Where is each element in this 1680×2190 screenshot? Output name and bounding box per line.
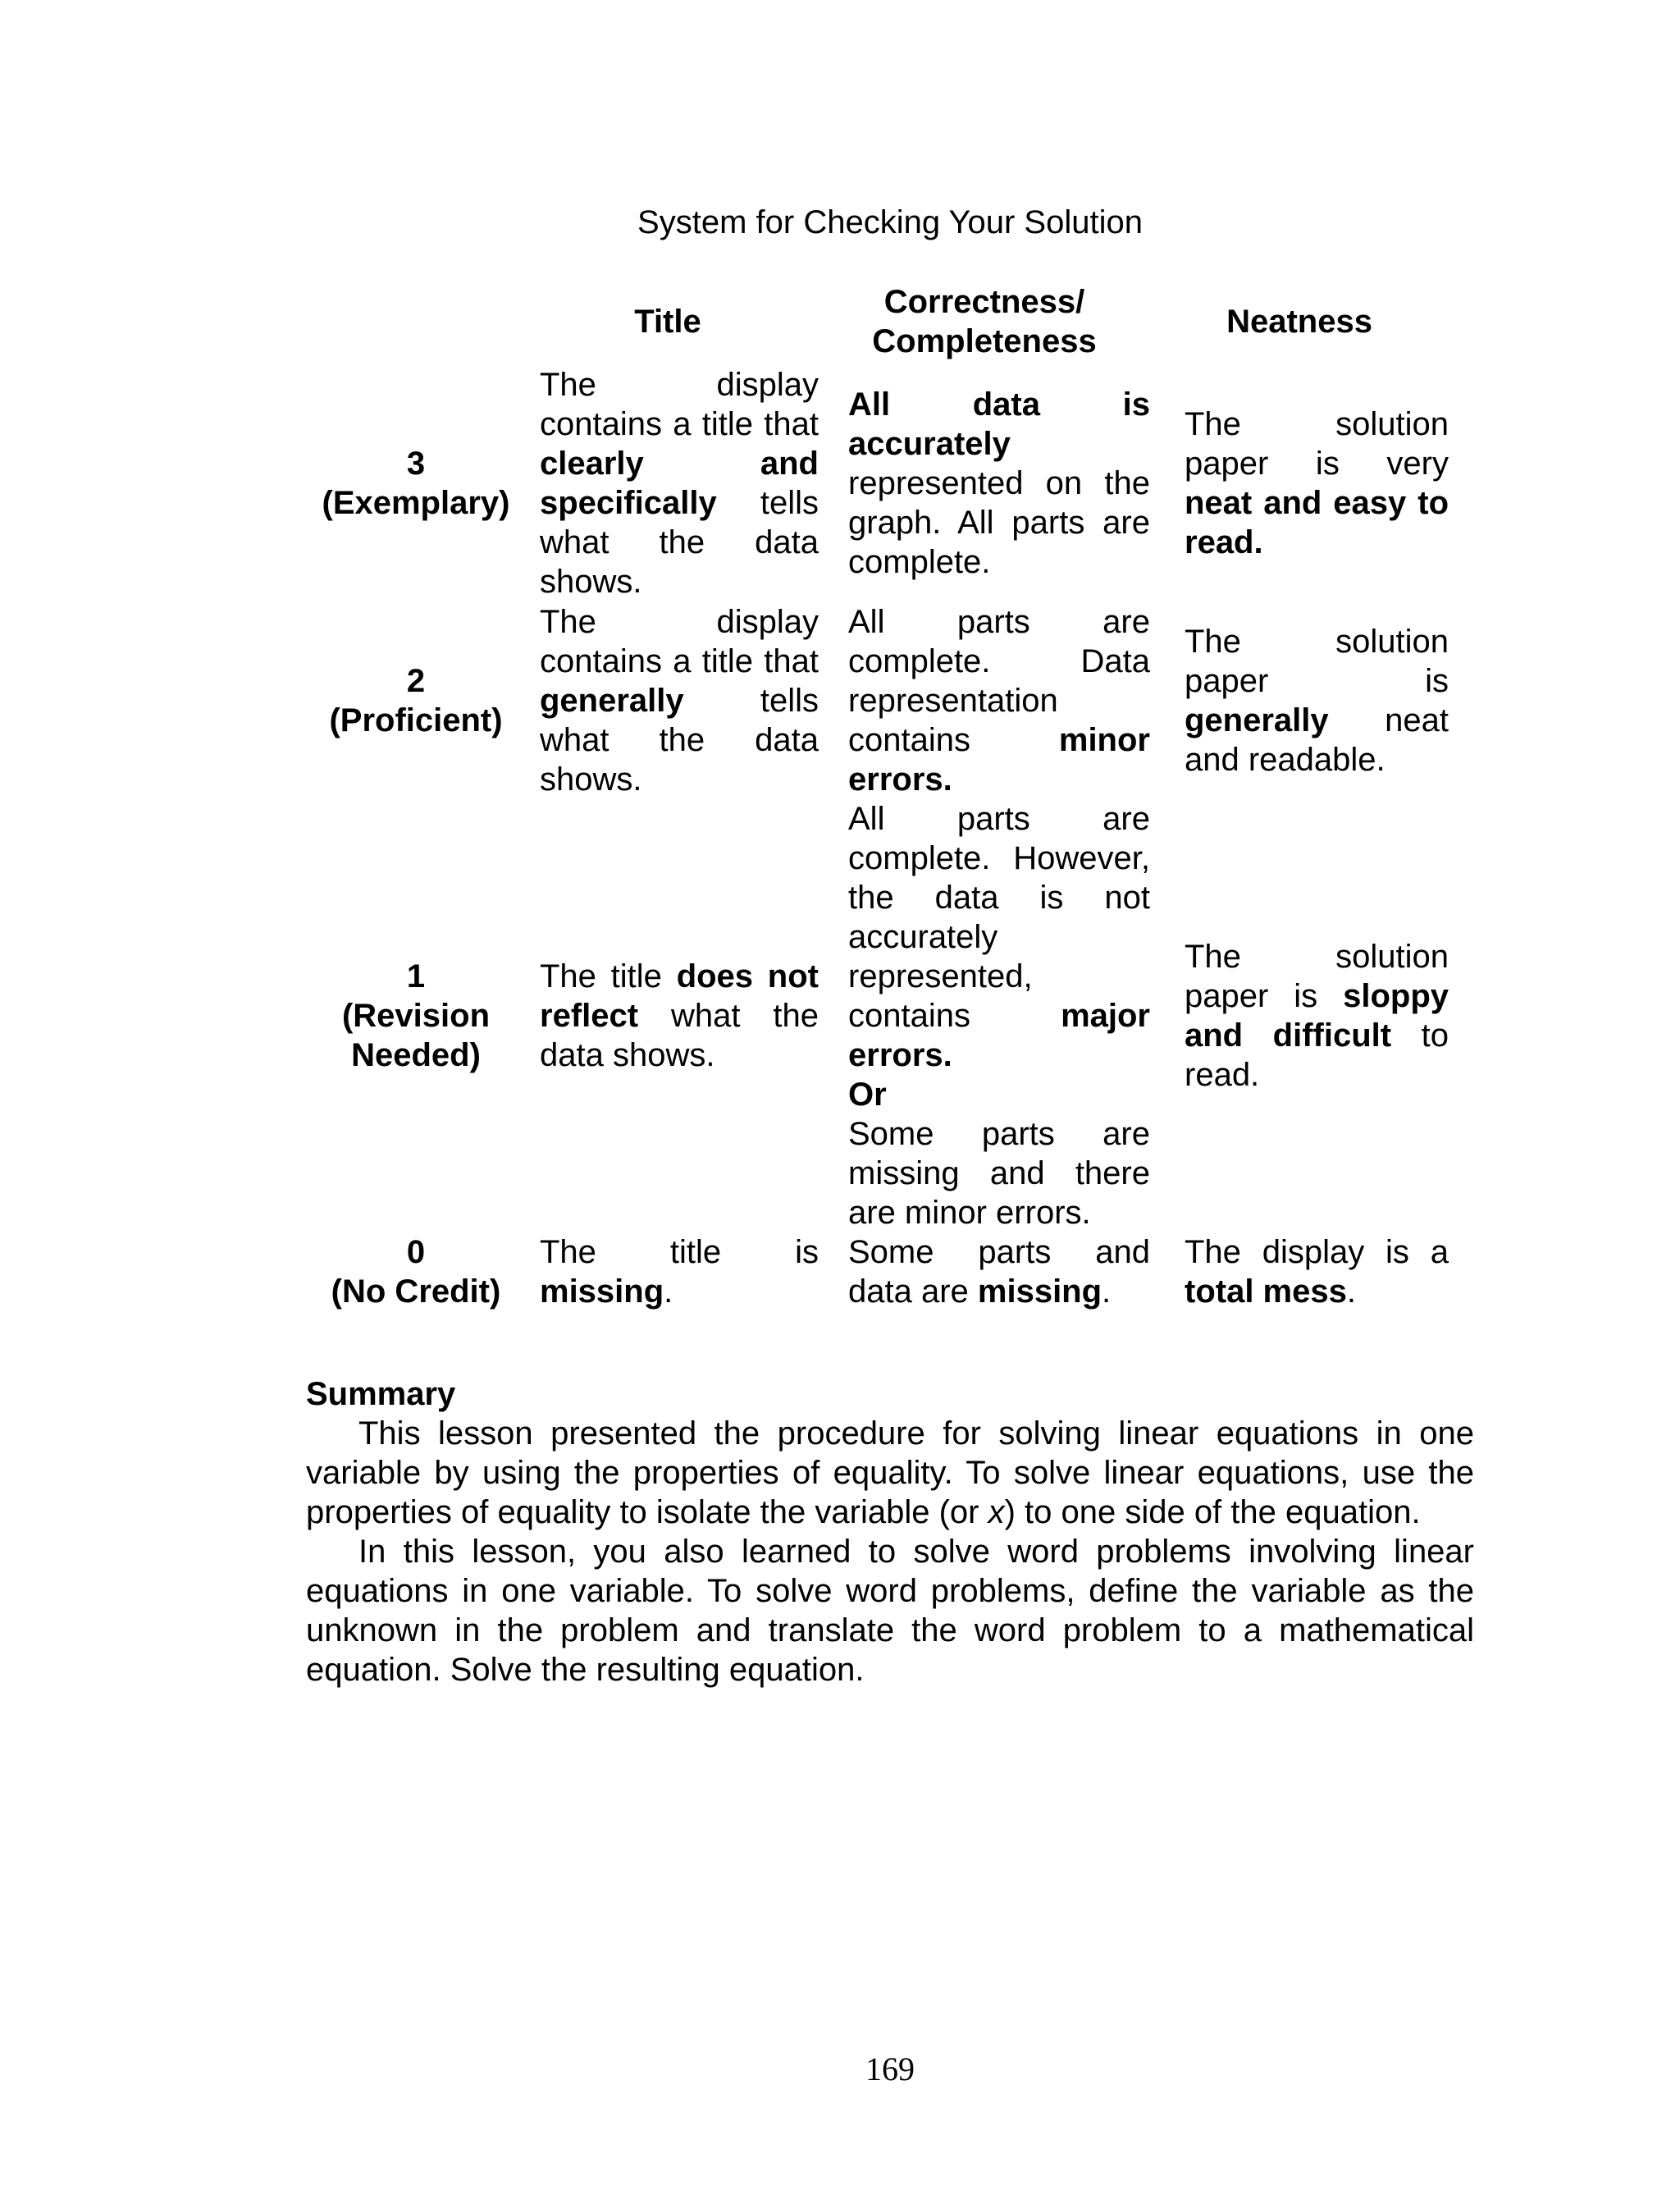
header-correctness-line1: Correctness/ (883, 284, 1085, 320)
level-score: 3 (406, 446, 426, 482)
cell-text: neat and readable. (1185, 702, 1449, 778)
summary-text: This lesson presented the procedure for solving linear equations in one variable by using the properties of equality. To solve linear equations, use the properties of equality to isolate the variable (or (306, 1415, 1474, 1530)
title-criterion-cell (517, 799, 819, 1232)
cell-bold-text: total mess (1185, 1273, 1347, 1310)
title-criterion-cell (517, 364, 819, 602)
correctness-criterion-cell (819, 799, 1150, 1232)
cell-text: Some parts are missing and there are minor errors. (848, 1116, 1150, 1231)
cell-text: . (1346, 1273, 1356, 1310)
cell-text: All parts are complete. Data representation contains (848, 604, 1150, 758)
cell-bold-text: does not reflect (540, 958, 819, 1034)
cell-bold-text: All data is accurately (848, 386, 1150, 462)
cell-text: tells what the data shows. (540, 485, 819, 600)
cell-text: The title (540, 958, 677, 994)
level-cell (315, 1232, 517, 1314)
cell-text: represented on the graph. All parts are complete. (848, 465, 1150, 580)
header-correctness-line2: Completeness (872, 323, 1097, 359)
cell-text: . (664, 1273, 673, 1310)
cell-text: The display contains a title that (540, 367, 819, 442)
cell-text: The solution paper is very (1185, 406, 1449, 482)
cell-text: to read. (1185, 1017, 1449, 1093)
rubric-heading: System for Checking Your Solution (637, 204, 1143, 240)
cell-text: The display is a (1185, 1234, 1449, 1270)
cell-text: The display contains a title that (540, 604, 819, 679)
header-neatness: Neatness (1226, 304, 1372, 340)
cell-bold-text: missing (540, 1273, 664, 1310)
level-label-line2: Needed) (351, 1037, 481, 1073)
header-level (315, 279, 517, 364)
variable-x: x (988, 1494, 1005, 1530)
level-cell (315, 799, 517, 1232)
cell-text: Some parts and data are (848, 1234, 1150, 1310)
rubric-row-no-credit (315, 1232, 1449, 1314)
cell-bold-text: generally (1185, 702, 1329, 738)
level-score: 0 (406, 1234, 426, 1270)
rubric-row-exemplary (315, 364, 1449, 602)
correctness-criterion-cell (819, 1232, 1150, 1314)
summary-paragraph-2: In this lesson, you also learned to solve word problems involving linear equations in one variable. To solve word problems, define the variable as the unknown in the problem and translate the word problem to a mathematical equation. Solve the resulting equation. (306, 1534, 1474, 1688)
cell-bold-text: missing (977, 1273, 1102, 1310)
scoring-rubric-table (315, 279, 1449, 1314)
level-label-line1: (Revision (341, 998, 491, 1034)
level-label: (Exemplary) (322, 485, 510, 521)
rubric-header-row (315, 279, 1449, 364)
cell-or-text: Or (848, 1077, 887, 1113)
level-label: (No Credit) (331, 1273, 501, 1310)
cell-text: The solution paper is (1185, 939, 1449, 1014)
neatness-criterion-cell (1150, 799, 1449, 1232)
header-correctness (819, 279, 1150, 364)
level-cell (315, 602, 517, 799)
summary-section (306, 1374, 1474, 1689)
header-title: Title (634, 304, 701, 340)
cell-bold-text: generally (540, 683, 684, 719)
cell-text: The solution paper is (1185, 624, 1449, 699)
level-score: 2 (406, 663, 426, 699)
level-score: 1 (406, 958, 426, 994)
cell-bold-text: neat and easy to read. (1185, 485, 1449, 560)
cell-bold-text: minor errors. (848, 722, 1150, 798)
correctness-criterion-cell (819, 364, 1150, 602)
cell-text: The title is (540, 1234, 819, 1270)
cell-bold-text: major errors. (848, 998, 1150, 1073)
neatness-criterion-cell (1150, 364, 1449, 602)
cell-text: . (1102, 1273, 1112, 1310)
cell-bold-text: sloppy and difficult (1185, 978, 1449, 1054)
rubric-row-proficient (315, 602, 1449, 799)
cell-text: All parts are complete. However, the data is not accurately represented, contains (848, 801, 1150, 1034)
correctness-criterion-cell (819, 602, 1150, 799)
cell-bold-text: clearly and specifically (540, 446, 819, 521)
cell-text: tells what the data shows. (540, 683, 819, 798)
title-criterion-cell (517, 602, 819, 799)
title-criterion-cell (517, 1232, 819, 1314)
page-number: 169 (865, 2051, 915, 2087)
rubric-row-revision-needed (315, 799, 1449, 1232)
summary-paragraph-1 (306, 1414, 1474, 1532)
level-label: (Proficient) (329, 702, 503, 738)
summary-text: ) to one side of the equation. (1004, 1494, 1421, 1530)
cell-text: what the data shows. (540, 998, 819, 1073)
summary-heading: Summary (306, 1376, 456, 1412)
level-cell (315, 364, 517, 602)
neatness-criterion-cell (1150, 1232, 1449, 1314)
neatness-criterion-cell (1150, 602, 1449, 799)
